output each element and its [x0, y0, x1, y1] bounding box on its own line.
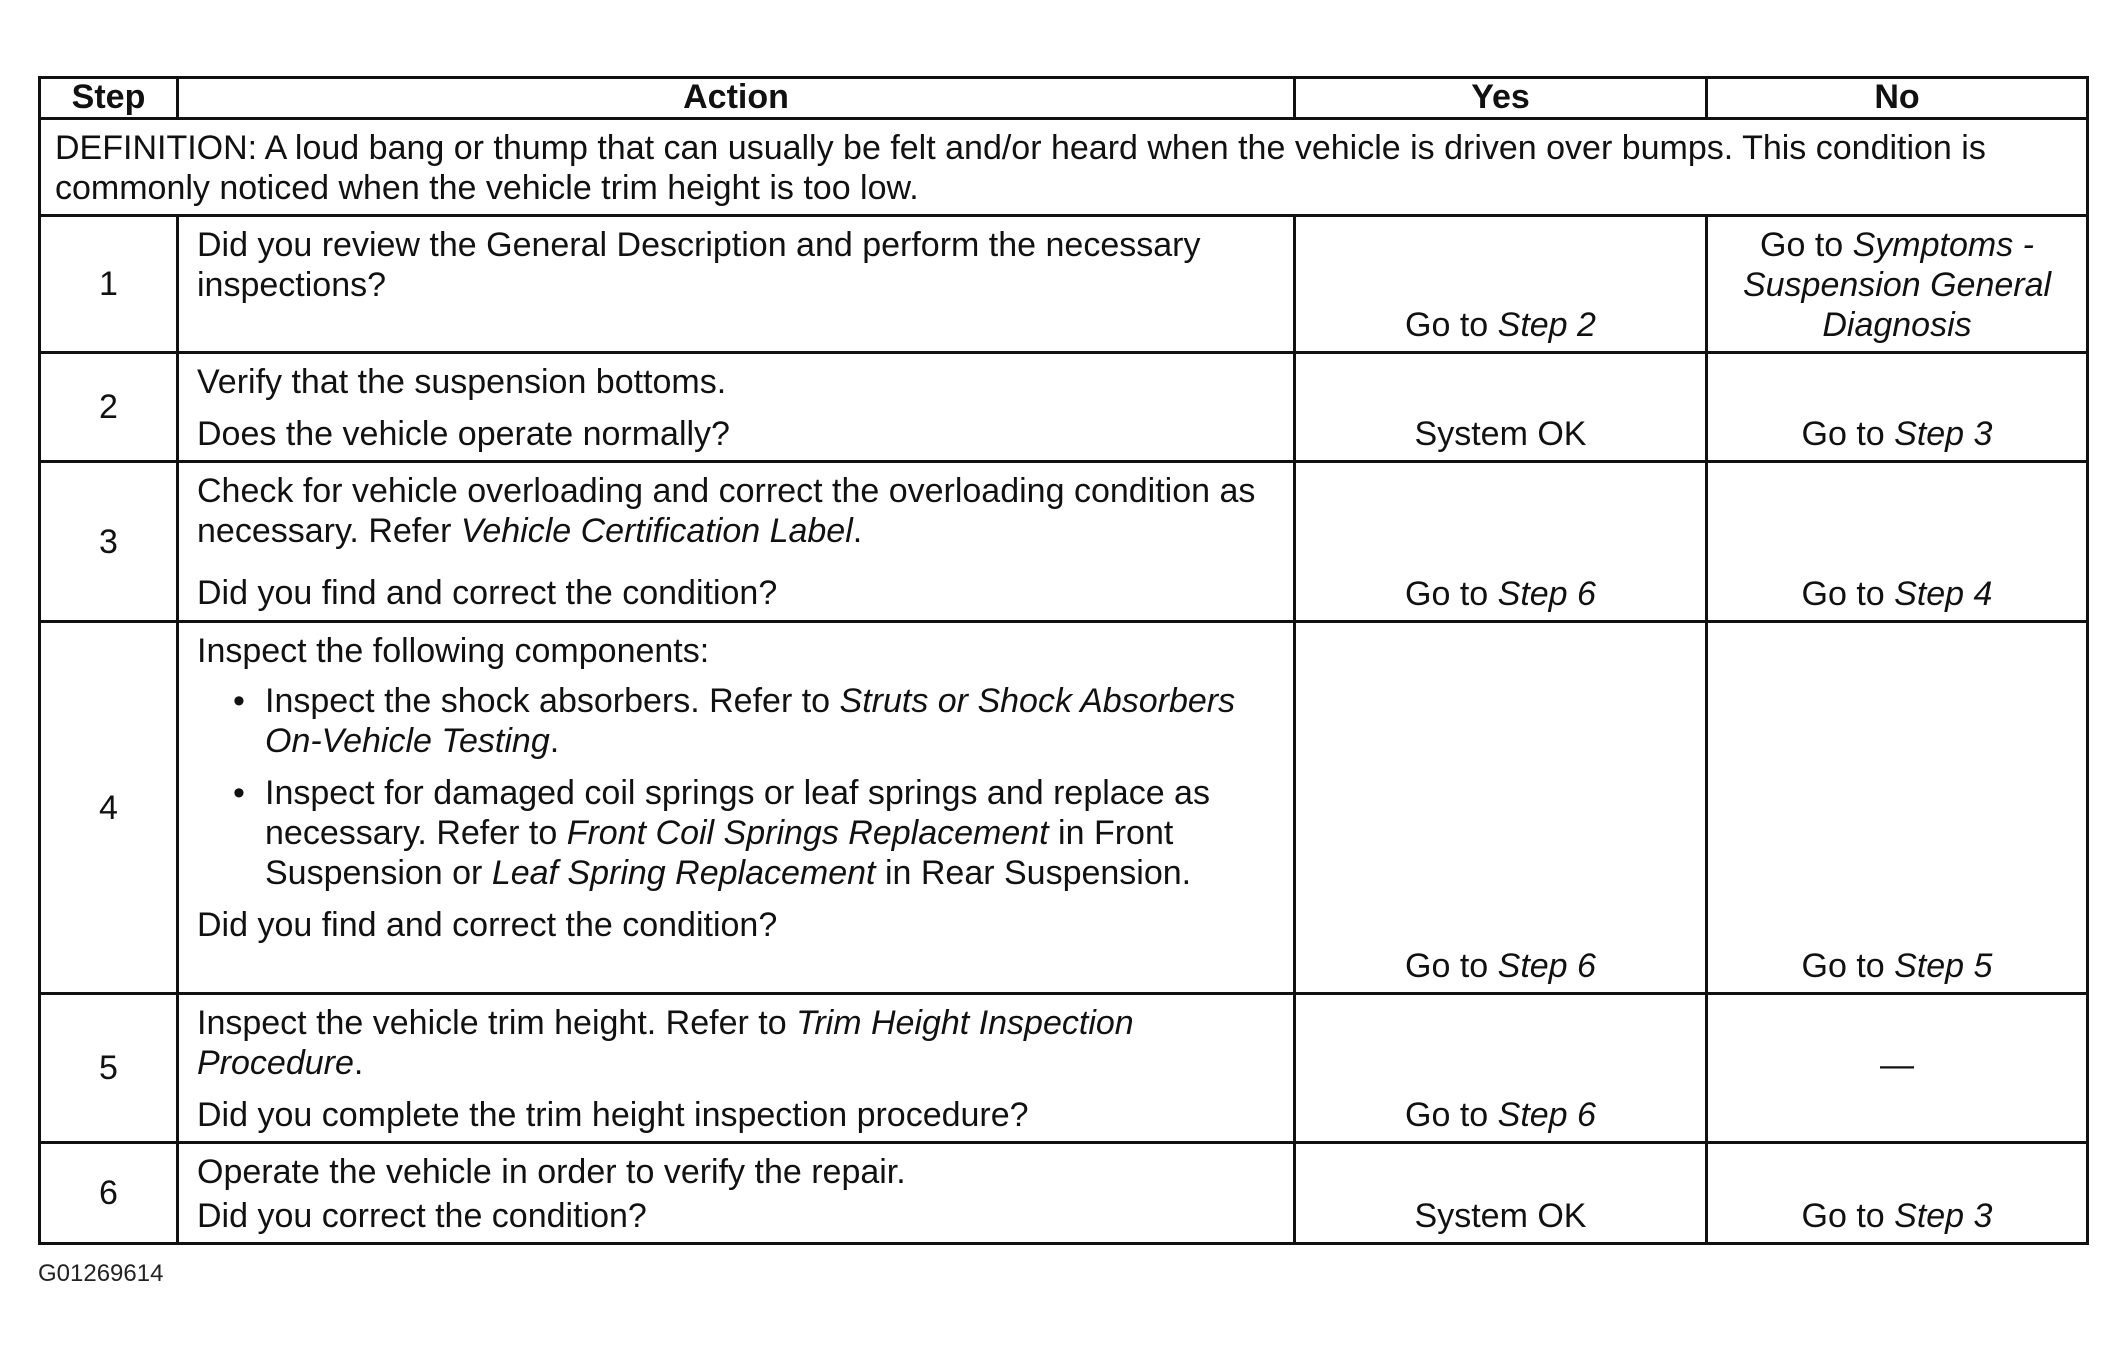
- action-text-b: .: [353, 1044, 364, 1082]
- step-question: Did you complete the trim height inspection procedure?: [197, 1096, 1029, 1134]
- no-prefix: Go to: [1801, 415, 1895, 453]
- step-number: 3: [40, 462, 178, 622]
- step-number: 2: [40, 353, 178, 462]
- no-step-link[interactable]: Step 3: [1894, 415, 1993, 453]
- no-prefix: Go to: [1801, 1197, 1895, 1235]
- yes-text: System OK: [1414, 1197, 1587, 1235]
- action-text-a: Check for vehicle overloading and correct the overloading condition as necessary. Refer: [197, 472, 1256, 550]
- yes-cell: [1295, 1143, 1707, 1244]
- step-question: Does the vehicle operate normally?: [197, 415, 730, 453]
- step-action: [178, 462, 1295, 622]
- yes-cell: [1295, 622, 1707, 994]
- diagnostic-table: [38, 76, 2089, 1245]
- definition-row: [40, 119, 2088, 216]
- step-number: 6: [40, 1143, 178, 1244]
- step-action: [178, 216, 1295, 353]
- yes-step-link[interactable]: Step 6: [1497, 575, 1596, 613]
- yes-cell: [1295, 353, 1707, 462]
- yes-cell: [1295, 994, 1707, 1143]
- vehicle-certification-label-link[interactable]: Vehicle Certification Label: [460, 512, 853, 550]
- action-intro: Inspect the following components:: [197, 632, 710, 670]
- header-yes: Yes: [1295, 78, 1707, 119]
- no-cell: [1707, 462, 2088, 622]
- yes-step-link[interactable]: Step 2: [1497, 306, 1596, 344]
- yes-prefix: Go to: [1405, 306, 1498, 344]
- figure-id: G01269614: [38, 1260, 164, 1287]
- yes-text: System OK: [1414, 415, 1587, 453]
- table-row: [40, 216, 2088, 353]
- step-question: Did you find and correct the condition?: [197, 574, 778, 612]
- no-cell: [1707, 216, 2088, 353]
- yes-cell: [1295, 462, 1707, 622]
- diagnostic-table-container: [38, 76, 2086, 1245]
- no-cell: [1707, 622, 2088, 994]
- bullet-text-b: in Front Suspension or: [265, 814, 1174, 892]
- header-row: [40, 78, 2088, 119]
- header-action: Action: [178, 78, 1295, 119]
- action-text: Did you review the General Description and perform the necessary inspections?: [197, 226, 1201, 304]
- action-text: [197, 471, 1277, 551]
- list-item: [265, 773, 1277, 893]
- yes-prefix: Go to: [1405, 947, 1498, 985]
- bullet-text-a: Inspect for damaged coil springs or leaf springs and replace as necessary. Refer to: [265, 774, 1210, 852]
- no-prefix: Go to: [1760, 226, 1853, 264]
- yes-cell: [1295, 216, 1707, 353]
- no-step-link[interactable]: Step 4: [1894, 575, 1993, 613]
- no-cell: [1707, 1143, 2088, 1244]
- action-text: Operate the vehicle in order to verify the repair.: [197, 1153, 906, 1191]
- no-prefix: Go to: [1801, 575, 1895, 613]
- no-cell: [1707, 994, 2088, 1143]
- action-text-b: .: [852, 512, 863, 550]
- table-row: [40, 994, 2088, 1143]
- table-row: [40, 1143, 2088, 1244]
- no-step-link[interactable]: Step 3: [1894, 1197, 1993, 1235]
- step-number: 1: [40, 216, 178, 353]
- no-dash: —: [1880, 1046, 1914, 1084]
- yes-prefix: Go to: [1405, 1096, 1498, 1134]
- component-list: [197, 681, 1277, 893]
- leaf-spring-link[interactable]: Leaf Spring Replacement: [491, 854, 876, 892]
- header-no: No: [1707, 78, 2088, 119]
- bullet-text-c: in Rear Suspension.: [875, 854, 1192, 892]
- step-action: [178, 622, 1295, 994]
- list-item: [265, 681, 1277, 761]
- yes-step-link[interactable]: Step 6: [1497, 947, 1596, 985]
- action-text: [197, 1003, 1277, 1083]
- definition-text: DEFINITION: A loud bang or thump that can usually be felt and/or heard when the vehicle is driven over bumps. This condition is commonly noticed when the vehicle trim height is too low.: [40, 119, 2088, 216]
- action-text-a: Inspect the vehicle trim height. Refer to: [197, 1004, 797, 1042]
- step-number: 4: [40, 622, 178, 994]
- table-row: [40, 462, 2088, 622]
- no-cell: [1707, 353, 2088, 462]
- table-row: [40, 353, 2088, 462]
- step-action: [178, 353, 1295, 462]
- step-question: Did you find and correct the condition?: [197, 906, 778, 944]
- yes-prefix: Go to: [1405, 575, 1498, 613]
- no-step-link[interactable]: Step 5: [1894, 947, 1993, 985]
- bullet-text-a: Inspect the shock absorbers. Refer to: [265, 682, 840, 720]
- coil-springs-link[interactable]: Front Coil Springs Replacement: [566, 814, 1049, 852]
- step-number: 5: [40, 994, 178, 1143]
- step-action: [178, 1143, 1295, 1244]
- no-prefix: Go to: [1801, 947, 1895, 985]
- action-text: Verify that the suspension bottoms.: [197, 363, 727, 401]
- table-row: [40, 622, 2088, 994]
- step-question: Did you correct the condition?: [197, 1197, 647, 1235]
- bullet-text-b: .: [549, 722, 560, 760]
- shock-testing-link[interactable]: Struts or Shock Absorbers On-Vehicle Testing: [265, 682, 1236, 760]
- yes-step-link[interactable]: Step 6: [1497, 1096, 1596, 1134]
- no-symptoms-link[interactable]: Symptoms - Suspension General Diagnosis: [1742, 226, 2052, 344]
- step-action: [178, 994, 1295, 1143]
- header-step: Step: [40, 78, 178, 119]
- trim-height-procedure-link[interactable]: Trim Height Inspection Procedure: [197, 1004, 1134, 1082]
